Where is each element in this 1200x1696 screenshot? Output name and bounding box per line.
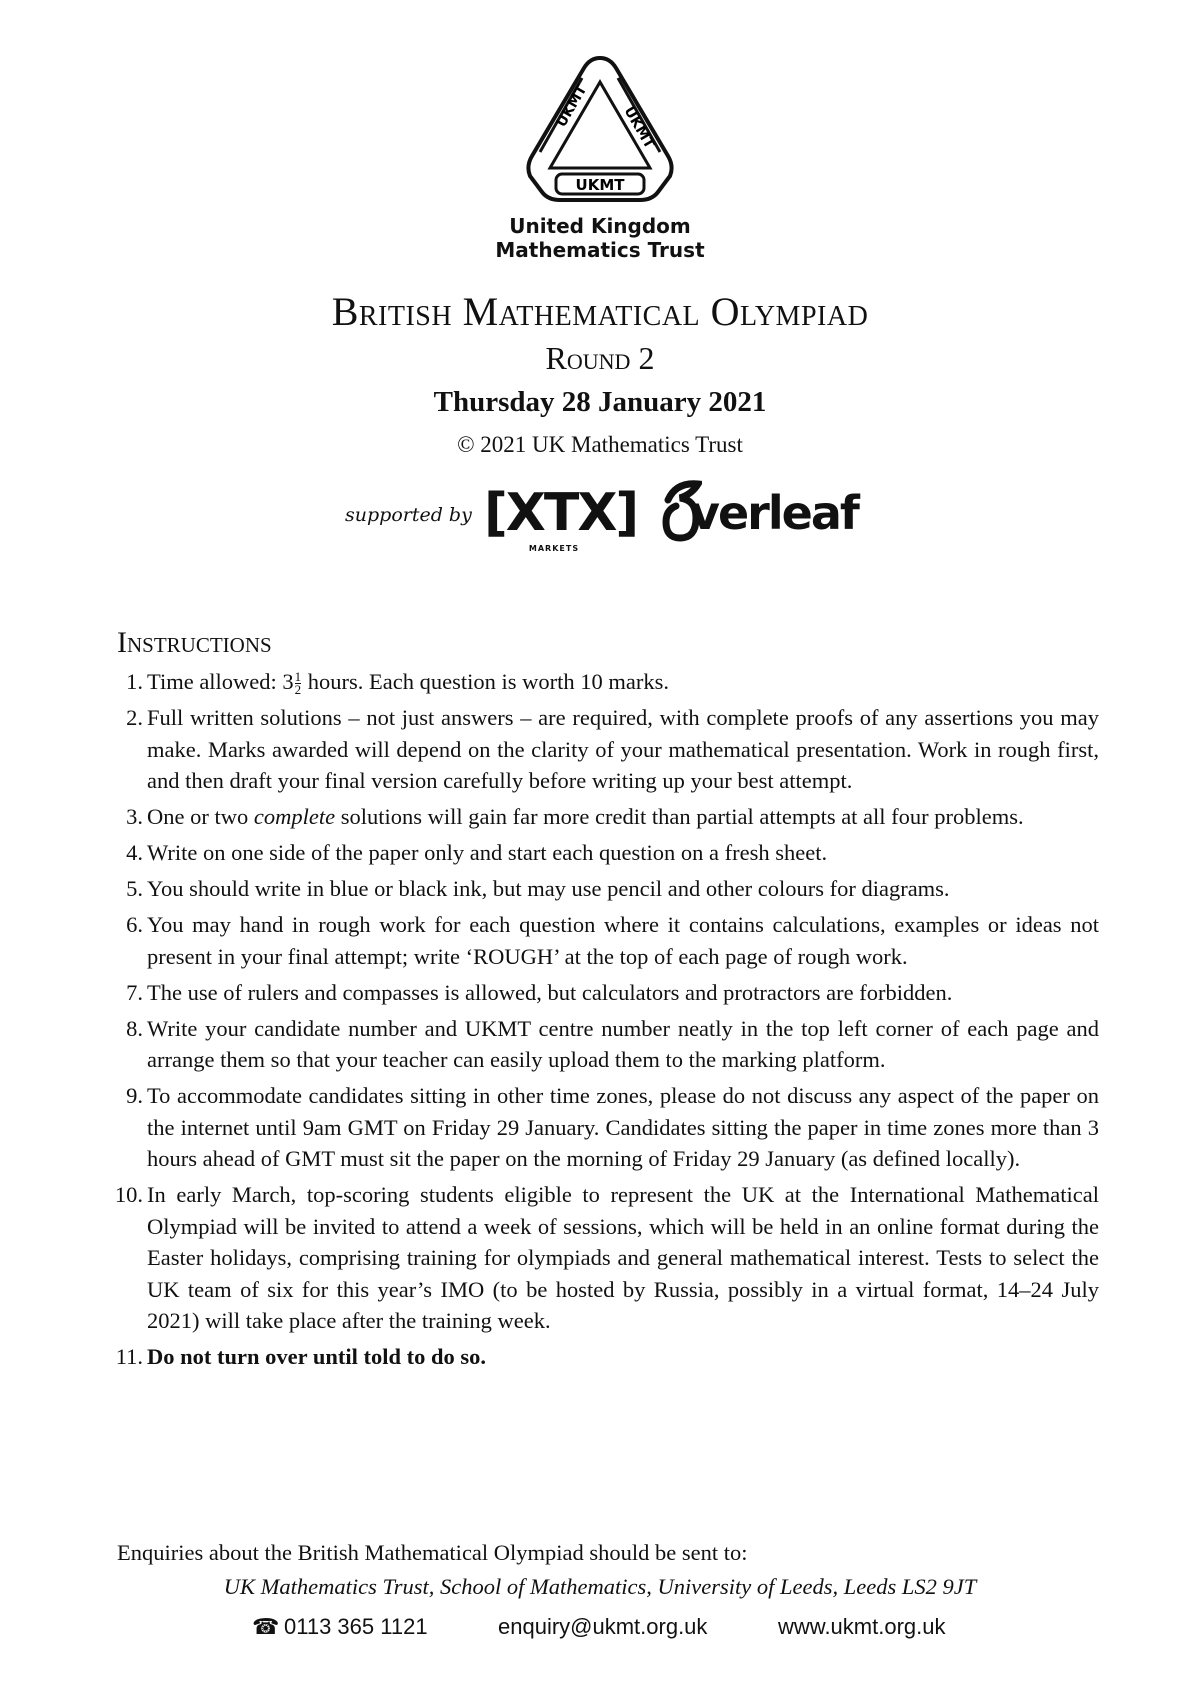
instruction-number: 8. [126,1015,143,1041]
instruction-number: 1. [126,669,143,694]
xtx-logo [484,482,638,562]
instruction-item [117,666,1099,698]
instruction-number: 7. [126,979,143,1005]
logo-base-text: UKMT [575,176,625,194]
telephone-icon: ☎ [252,1614,280,1639]
email-link[interactable]: enquiry@ukmt.org.uk [498,1614,708,1639]
instruction-item [117,1013,1099,1076]
instruction-item [117,909,1099,972]
instruction-number: 6. [126,912,143,937]
overleaf-logo-text: verleaf [690,486,858,540]
instruction-item [117,801,1099,833]
instruction-number: 9. [126,1083,143,1108]
instruction-item [117,837,1099,869]
instruction-item [117,873,1099,905]
org-name-line2: Mathematics Trust [495,238,705,262]
instruction-text: Full written solutions – not just answers – are required, with complete proofs of any assertions you may make. Marks awarded will depend on the clarity of your mathematical presentation. Work in rough first, and then draft your final version carefully before writing up your best attempt. [147,705,1099,793]
ukmt-logo [520,52,680,204]
instruction-text: The use of rulers and compasses is allowed, but calculators and protractors are forbidden. [147,979,953,1005]
xtx-logo-text: [XTX] [484,483,638,543]
ukmt-logo-graphic [520,52,680,204]
page-title: British Mathematical Olympiad [331,289,869,334]
postal-address: UK Mathematics Trust, School of Mathematics, University of Leeds, Leeds LS2 9JT [223,1574,977,1599]
org-name-line1: United Kingdom [509,214,691,238]
instruction-text-emphasis: complete [253,804,336,829]
phone-number[interactable]: 0113 365 1121 [284,1614,428,1639]
instruction-number: 3. [126,804,143,829]
instruction-text-post: hours. Each question is worth 10 marks. [302,669,669,694]
fraction-denominator: 2 [294,682,302,698]
exam-date: Thursday 28 January 2021 [433,386,767,418]
supported-by-label: supported by [345,504,472,526]
website-link[interactable]: www.ukmt.org.uk [778,1614,946,1639]
instruction-item [117,702,1099,797]
overleaf-logo [662,478,862,550]
instruction-number: 5. [126,876,143,901]
one-half-fraction [295,671,302,696]
instruction-text: You may hand in rough work for each question where it contains calculations, examples or ideas not present in your final attempt; write ‘ROUGH’ at the top of each page of rough work. [147,912,1099,969]
round-label: Round 2 [545,340,655,376]
instruction-text: You should write in blue or black ink, but may use pencil and other colours for diagrams. [147,876,950,901]
instruction-text: To accommodate candidates sitting in other time zones, please do not discuss any aspect of the paper on the internet until 9am GMT on Friday 29 January. Candidates sitting the paper in time zones more than 3 hours ahead of GMT must sit the paper on the morning of Friday 29 January (as defined locally). [147,1083,1099,1171]
instruction-text: In early March, top-scoring students eligible to represent the UK at the International Mathematical Olympiad will be invited to attend a week of sessions, which will be held in an online format during the Easter holidays, comprising training for olympiads and general mathematical interest. Tests to select the UK team of six for this year’s IMO (to be hosted by Russia, possibly in a virtual format, 14–24 July 2021) will take place after the training week. [147,1182,1099,1333]
xtx-logo-subtext: MARKETS [528,544,580,553]
instructions-list [114,666,1099,1377]
instructions-heading: Instructions [117,626,272,659]
instruction-text-bold: Do not turn over until told to do so. [147,1344,486,1369]
instruction-number: 11. [115,1344,143,1369]
instruction-item [117,1080,1099,1175]
instruction-item [117,977,1099,1009]
fraction-numerator: 1 [294,669,302,685]
instruction-number: 10. [114,1182,143,1207]
instruction-item [114,1179,1099,1337]
instruction-number: 4. [126,840,143,865]
instruction-text-pre: Time allowed: 3 [147,669,294,694]
logo-right-text: UKMT [620,104,658,152]
logo-left-text: UKMT [553,82,591,130]
instruction-text: Write your candidate number and UKMT centre number neatly in the top left corner of each page and arrange them so that your teacher can easily upload them to the marking platform. [147,1015,1099,1072]
instruction-item [117,1341,1099,1373]
instruction-number: 2. [126,705,143,730]
instruction-text: Write on one side of the paper only and start each question on a fresh sheet. [147,840,828,865]
copyright: © 2021 UK Mathematics Trust [457,432,743,457]
instruction-text-post: solutions will gain far more credit than partial attempts at all four problems. [335,804,1024,829]
enquiries-text: Enquiries about the British Mathematical Olympiad should be sent to: [117,1540,748,1565]
instruction-text-pre: One or two [147,804,254,829]
